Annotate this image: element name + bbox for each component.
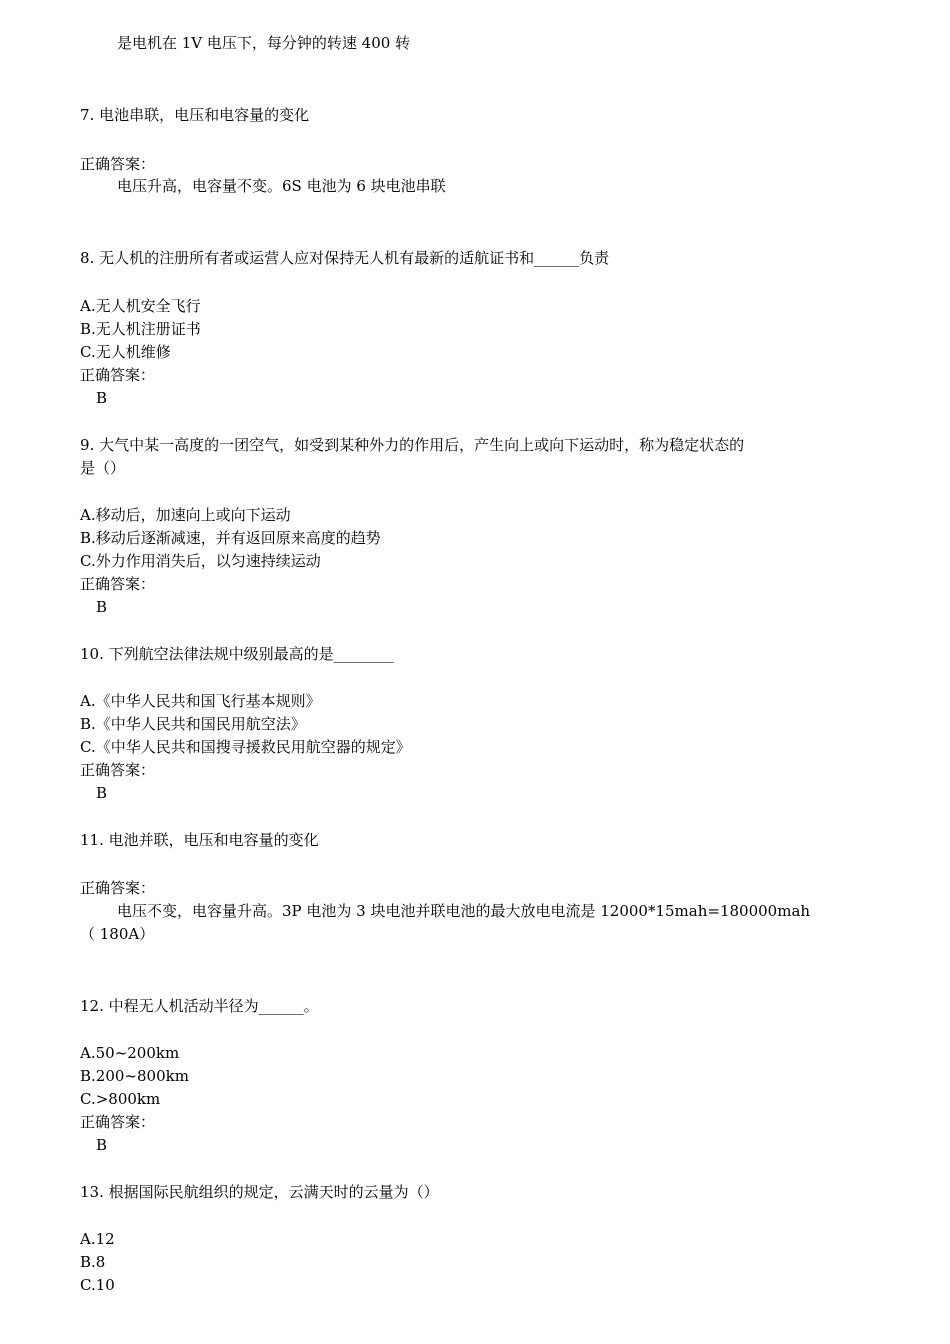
question-9-option-c: C.外力作用消失后，以匀速持续运动 — [80, 552, 321, 570]
question-12-option-a: A.50~200km — [80, 1044, 180, 1062]
question-8-answer: B — [96, 389, 108, 407]
question-11-explanation-line2: （ 180A） — [80, 925, 155, 943]
question-10-option-c: C.《中华人民共和国搜寻援救民用航空器的规定》 — [80, 738, 411, 756]
question-7-answer-label: 正确答案： — [80, 155, 156, 173]
question-8-option-b: B.无人机注册证书 — [80, 320, 201, 338]
question-8-text: 8. 无人机的注册所有者或运营人应对保持无人机有最新的适航证书和______负责 — [80, 249, 610, 267]
question-10-option-b: B.《中华人民共和国民用航空法》 — [80, 715, 306, 733]
question-9-text-line2: 是（） — [80, 459, 126, 477]
intro-text: 是电机在 1V 电压下，每分钟的转速 400 转 — [117, 34, 411, 52]
question-11-answer-label: 正确答案： — [80, 879, 156, 897]
question-7-explanation: 电压升高，电容量不变。6S 电池为 6 块电池串联 — [117, 177, 446, 195]
question-9-option-a: A.移动后，加速向上或向下运动 — [80, 506, 291, 524]
question-13-text: 13. 根据国际民航组织的规定，云满天时的云量为（） — [80, 1183, 439, 1201]
question-13-option-b: B.8 — [80, 1253, 106, 1271]
question-10-answer: B — [96, 784, 108, 802]
question-12-text: 12. 中程无人机活动半径为______。 — [80, 997, 319, 1015]
question-9-answer: B — [96, 598, 108, 616]
question-9-answer-label: 正确答案： — [80, 575, 156, 593]
question-8-option-c: C.无人机维修 — [80, 343, 171, 361]
question-9-text-line1: 9. 大气中某一高度的一团空气，如受到某种外力的作用后，产生向上或向下运动时，称为稳定状态的 — [80, 436, 745, 454]
question-13-option-c: C.10 — [80, 1276, 115, 1294]
question-12-answer-label: 正确答案： — [80, 1113, 156, 1131]
question-10-option-a: A.《中华人民共和国飞行基本规则》 — [80, 692, 321, 710]
question-10-answer-label: 正确答案： — [80, 761, 156, 779]
question-8-option-a: A.无人机安全飞行 — [80, 297, 201, 315]
question-11-text: 11. 电池并联，电压和电容量的变化 — [80, 831, 319, 849]
question-11-explanation-line1: 电压不变，电容量升高。3P 电池为 3 块电池并联电池的最大放电电流是 12000*15mah=180000mah — [117, 902, 811, 920]
question-12-option-c: C.>800km — [80, 1090, 161, 1108]
question-12-answer: B — [96, 1136, 108, 1154]
question-13-option-a: A.12 — [80, 1230, 115, 1248]
question-8-answer-label: 正确答案： — [80, 366, 156, 384]
question-7-text: 7. 电池串联，电压和电容量的变化 — [80, 106, 310, 124]
question-9-option-b: B.移动后逐渐减速，并有返回原来高度的趋势 — [80, 529, 381, 547]
question-12-option-b: B.200~800km — [80, 1067, 189, 1085]
question-10-text: 10. 下列航空法律法规中级别最高的是________ — [80, 645, 394, 663]
